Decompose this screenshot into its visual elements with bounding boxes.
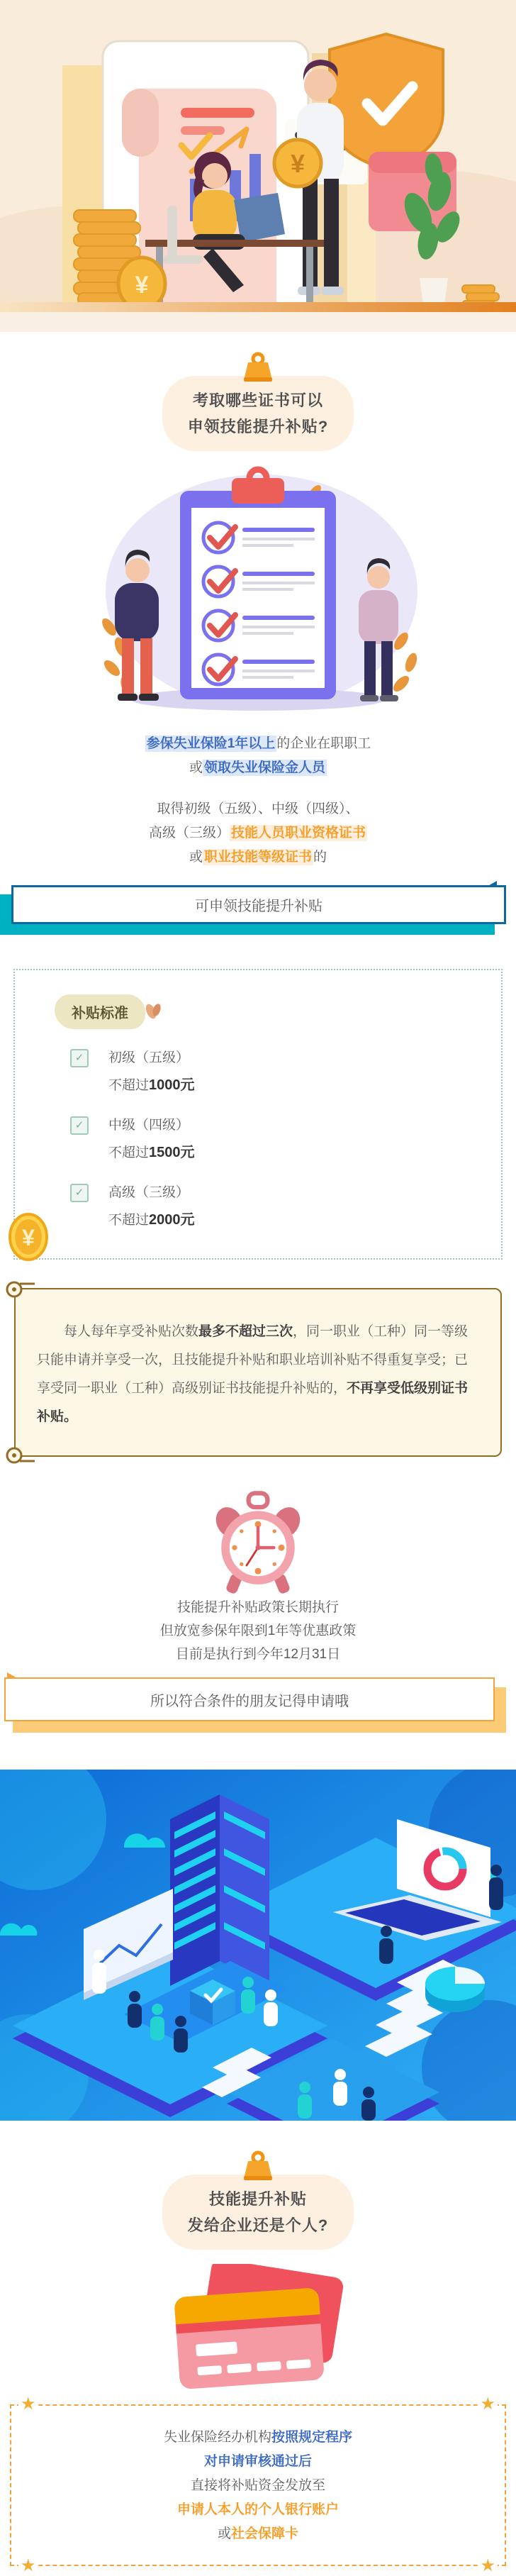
binder-clip-icon [242,352,274,382]
star-icon: ★ [478,2396,498,2413]
subsidy-item-text [108,1184,195,1230]
payment-line-1 [18,2426,498,2450]
payment-line-3 [18,2474,498,2498]
question-line-1: 考取哪些证书可以 [192,392,323,409]
payment-line-2 [18,2450,498,2474]
clipboard-illustration-wrap [0,464,516,719]
certificate-line-2 [0,821,516,845]
subsidy-amount-prefix: 不超过 [108,1145,150,1160]
certificate-highlight: 职业技能等级证书 [203,850,312,865]
payment-highlight: 社会保障卡 [231,2526,299,2541]
clock-illustration-wrap [0,1489,516,1596]
banner-apply-face [4,1677,495,1721]
certificate-plain: 取得初级（五级）、中级（四级）、 [157,801,359,816]
eligibility-line-2 [0,756,516,780]
subsidy-level: 高级（三级） [108,1185,190,1200]
subsidy-tag-wrap [55,994,145,1029]
payment-line-4 [18,2498,498,2522]
banner-apply-label: 所以符合条件的朋友记得申请哦 [150,1693,349,1709]
scroll-corner-icon [4,1445,35,1466]
banner-eligible-label: 可申领技能提升补贴 [195,899,322,914]
eligibility-line-1 [0,732,516,756]
question-line-2: 申领技能提升补贴? [187,418,329,435]
checkbox-checked-icon: ✓ [70,1184,89,1202]
certificate-line-1 [0,797,516,821]
ribbon-fold [7,1672,18,1679]
eligibility-highlight: 领取失业保险金人员 [204,760,326,775]
question-badge-1 [0,352,516,451]
payment-highlight: 对申请审核通过后 [203,2454,312,2469]
yuan-symbol: ¥ [22,1225,35,1250]
payment-highlight: 申请人本人的个人银行账户 [176,2502,339,2517]
certificate-plain: 的 [313,850,327,865]
payment-plain: 直接将补贴资金发放至 [190,2478,325,2493]
subsidy-amount [108,1143,195,1162]
subsidy-level: 中级（四级） [108,1118,190,1133]
subsidy-item [70,1049,501,1095]
subsidy-item-text [108,1049,195,1095]
star-icon: ★ [18,2558,38,2575]
alarm-clock-illustration [205,1489,311,1596]
star-icon: ★ [18,2396,38,2413]
subsidy-item [70,1184,501,1230]
star-icon: ★ [478,2558,498,2575]
payment-plain: 失业保险经办机构 [163,2430,271,2445]
question-line-2: 发给企业还是个人? [187,2216,329,2234]
subsidy-standards-box [13,969,503,1260]
payment-info-box [10,2394,506,2575]
note-box [14,1288,502,1457]
banner-eligible-face [11,885,506,924]
checkbox-checked-icon: ✓ [70,1116,89,1135]
question-badge-2 [0,2150,516,2250]
bank-cards-illustration [166,2264,350,2392]
policy-text [0,1596,516,1666]
certificate-plain: 或 [189,850,203,865]
yuan-symbol: ¥ [290,149,305,178]
yuan-symbol: ¥ [135,272,149,299]
hero-section [0,0,516,332]
eligibility-highlight: 参保失业保险1年以上 [146,736,276,751]
policy-line-1: 技能提升补贴政策长期执行 [176,1600,339,1615]
eligibility-rest: 的企业在职职工 [276,736,371,751]
question-line-1: 技能提升补贴 [208,2190,307,2208]
subsidy-amount-prefix: 不超过 [108,1078,150,1093]
note-segment-bold: 不再享受低级别证书补贴。 [37,1381,469,1424]
subsidy-amount-value: 1000元 [149,1077,195,1093]
scroll-corner-icon [4,1279,35,1300]
subsidy-amount [108,1076,195,1095]
payment-plain: 或 [217,2526,231,2541]
subsidy-item-text [108,1116,195,1162]
clipboard-illustration [81,464,435,719]
note-segment-bold: 最多不超过三次 [198,1324,293,1339]
subsidy-list [15,1029,501,1230]
subsidy-amount-value: 2000元 [149,1212,195,1228]
subsidy-level: 初级（五级） [108,1050,190,1065]
ribbon-fold [486,881,497,887]
question-pill [162,376,354,451]
policy-line-3: 目前是执行到今年12月31日 [175,1647,341,1662]
banner-eligible [0,885,516,936]
subsidy-item [70,1116,501,1162]
certificate-highlight: 技能人员职业资格证书 [231,826,366,840]
office-illustration [0,1770,516,2121]
subsidy-tag: 补贴标准 [55,994,145,1029]
cards-illustration-wrap [0,2264,516,2392]
leaf-icon [144,1001,162,1020]
payment-line-5 [18,2522,498,2546]
hero-floor-strip [0,312,516,332]
coin-icon [8,1211,49,1262]
checkbox-checked-icon: ✓ [70,1049,89,1067]
binder-clip-icon [242,2150,274,2180]
policy-line-2: 但放宽参保年限到1年等优惠政策 [159,1623,357,1638]
eligibility-prefix: 或 [189,760,203,775]
subsidy-amount [108,1211,195,1230]
eligibility-text [0,732,516,780]
hero-illustration [0,0,516,312]
subsidy-amount-value: 1500元 [149,1145,195,1160]
certificate-line-3 [0,845,516,870]
banner-apply [0,1677,516,1740]
payment-highlight: 按照规定程序 [271,2430,353,2445]
note-text [37,1318,479,1431]
note-segment: 每人每年享受补贴次数 [64,1324,199,1339]
certificate-plain: 高级（三级） [148,826,230,840]
note-segment: ，同一职业（工种）同一等级只能申请并享受一次，且技能提升补贴和职业培训补贴不得重复享受；已享受同一职业（工种）高级别证书技能提升补贴的， [37,1324,469,1396]
question-pill [162,2175,354,2250]
subsidy-amount-prefix: 不超过 [108,1213,150,1228]
certificate-text [0,797,516,870]
